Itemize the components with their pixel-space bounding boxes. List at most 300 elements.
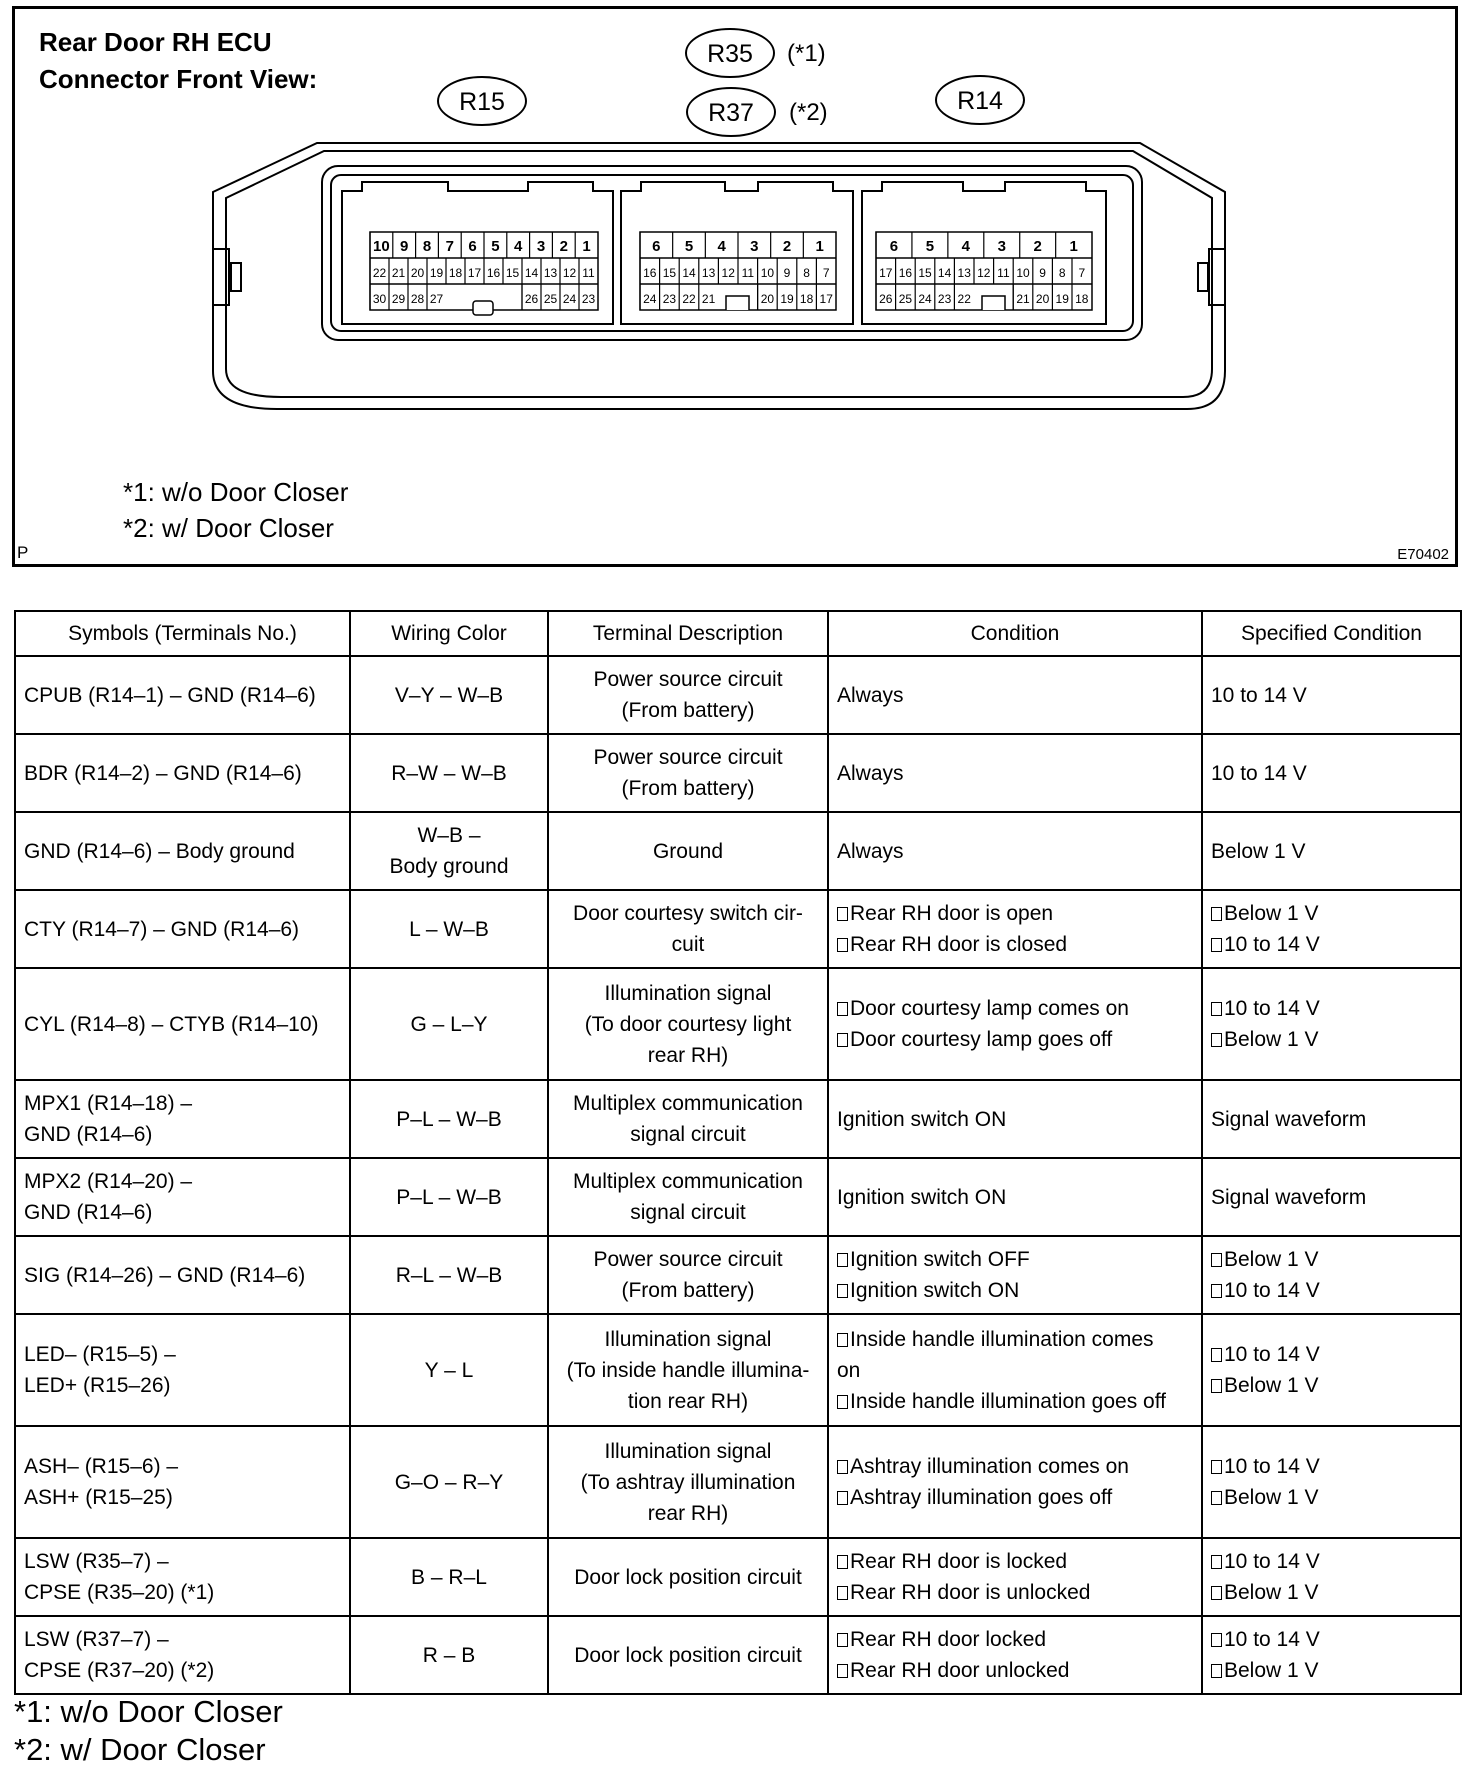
condition-cell [828, 1616, 1202, 1694]
specified-condition-cell [1202, 968, 1461, 1080]
r15-row2-terminal-15: 15 [505, 266, 520, 280]
r37-note: (*2) [789, 99, 828, 126]
r15-terminal-block [342, 182, 613, 324]
r14-row1-terminal-4: 4 [961, 238, 971, 255]
r15-row2-terminal-12: 12 [562, 266, 577, 280]
terminal-spec-table [14, 610, 1462, 1695]
checkbox-glyph [837, 938, 848, 952]
spec-text: Below 1 V [1224, 902, 1319, 925]
spec-text: 10 to 14 V [1224, 933, 1320, 956]
checkbox-glyph [1211, 938, 1222, 952]
r14-row2-terminal-14: 14 [937, 266, 952, 280]
r14-row3-terminal-22: 22 [957, 292, 971, 306]
r14-row2-terminal-10: 10 [1016, 266, 1030, 280]
r14-row3-terminal-26: 26 [879, 292, 893, 306]
terminal-description-cell [548, 1080, 828, 1158]
terminal-description-cell-text: Power source circuit (From battery) [593, 1248, 783, 1302]
checkbox-glyph [837, 1395, 848, 1409]
table-row [15, 812, 1461, 890]
checkbox-glyph [837, 1633, 848, 1647]
condition-line [837, 1482, 1193, 1513]
symbols-cell-text: SIG (R14–26) – GND (R14–6) [24, 1263, 306, 1287]
terminal-description-cell [548, 890, 828, 968]
checkbox-glyph [837, 1333, 848, 1347]
r15-polarization-key [473, 301, 493, 315]
condition-cell [828, 1236, 1202, 1314]
terminal-description-cell [548, 1158, 828, 1236]
r35-r37-row1-terminal-4: 4 [717, 238, 726, 255]
condition-text: Door courtesy lamp goes off [850, 1028, 1113, 1051]
condition-line [837, 1546, 1193, 1577]
specified-condition-cell [1202, 812, 1461, 890]
wiring-color-cell-text: B – R–L [411, 1565, 487, 1589]
wiring-color-cell [350, 1314, 548, 1426]
checkbox-glyph [1211, 1586, 1222, 1600]
condition-text: Inside handle illumination goes off [850, 1389, 1166, 1413]
condition-text: Ignition switch ON [837, 1107, 1007, 1131]
symbols-cell [15, 1314, 350, 1426]
r14-row1-terminal-1: 1 [1069, 238, 1078, 255]
footnote-1: *1: w/o Door Closer [14, 1694, 283, 1729]
table-row [15, 734, 1461, 812]
spec-line [1211, 1546, 1452, 1577]
specified-condition-cell [1202, 1080, 1461, 1158]
symbols-cell-text: LSW (R37–7) – CPSE (R37–20) (*2) [24, 1628, 215, 1682]
spec-text: 10 to 14 V [1224, 1550, 1320, 1573]
spec-text: Below 1 V [1211, 839, 1306, 863]
terminal-description-cell [548, 656, 828, 734]
wiring-color-cell [350, 812, 548, 890]
symbols-cell [15, 1236, 350, 1314]
spec-text: Below 1 V [1224, 1374, 1319, 1397]
condition-cell [828, 656, 1202, 734]
spec-line [1211, 1577, 1452, 1608]
condition-line [837, 898, 1193, 929]
terminal-description-cell [548, 1538, 828, 1616]
r35-r37-row3-terminal-17: 17 [819, 292, 833, 306]
condition-line [837, 1624, 1193, 1655]
spec-text: Signal waveform [1211, 1107, 1367, 1131]
r15-row2-terminal-11: 11 [582, 266, 595, 280]
r14-row3-terminal-20: 20 [1035, 292, 1050, 306]
r14-row3-terminal-23: 23 [937, 292, 952, 306]
symbols-cell-text: CTY (R14–7) – GND (R14–6) [24, 917, 300, 941]
r15-row1-terminal-7: 7 [445, 238, 454, 255]
condition-line [837, 836, 1193, 867]
r14-row1-terminal-3: 3 [997, 238, 1006, 255]
specified-condition-cell [1202, 1158, 1461, 1236]
r14-row3-terminal-25: 25 [898, 292, 913, 306]
spec-text: 10 to 14 V [1224, 1279, 1320, 1302]
specified-condition-cell [1202, 890, 1461, 968]
r15-row2-terminal-20: 20 [410, 266, 425, 280]
r35-r37-row3-terminal-18: 18 [799, 292, 814, 306]
r15-row1-terminal-9: 9 [400, 238, 409, 255]
r35-label: R35 [707, 40, 753, 68]
r14-row1-terminal-6: 6 [889, 238, 899, 255]
r35-r37-row1-terminal-5: 5 [684, 238, 694, 255]
checkbox-glyph [1211, 1491, 1222, 1505]
r35-r37-row3-terminal-20: 20 [760, 292, 775, 306]
wiring-color-cell-text: G – L–Y [410, 1012, 488, 1036]
checkbox-glyph [837, 1002, 848, 1016]
spec-line [1211, 1370, 1452, 1401]
wiring-color-cell [350, 1236, 548, 1314]
terminal-description-cell [548, 968, 828, 1080]
condition-line [837, 1324, 1193, 1386]
condition-line [837, 993, 1193, 1024]
condition-text: Rear RH door is closed [850, 933, 1068, 956]
wiring-color-cell-text: G–O – R–Y [394, 1470, 504, 1494]
spec-line [1211, 1024, 1452, 1055]
spec-text: Below 1 V [1224, 1248, 1319, 1271]
symbols-cell [15, 890, 350, 968]
spec-line [1211, 836, 1452, 867]
spec-line [1211, 1624, 1452, 1655]
table-row [15, 1538, 1461, 1616]
specified-condition-cell [1202, 1236, 1461, 1314]
r35-r37-row1-terminal-2: 2 [782, 238, 792, 255]
spec-text: Below 1 V [1224, 1581, 1319, 1604]
specified-condition-cell [1202, 1426, 1461, 1538]
r14-row1-terminal-2: 2 [1033, 238, 1042, 255]
condition-line [837, 1577, 1193, 1608]
spec-text: Signal waveform [1211, 1185, 1367, 1209]
r14-row3-terminal-18: 18 [1075, 292, 1089, 306]
spec-line [1211, 1104, 1452, 1135]
checkbox-glyph [837, 1586, 848, 1600]
header-specified-condition: Specified Condition [1202, 611, 1461, 656]
r35-r37-row2-terminal-15: 15 [662, 266, 677, 280]
r15-row2-terminal-22: 22 [372, 266, 387, 280]
r14-row2-terminal-9: 9 [1039, 266, 1046, 280]
r14-row3-terminal-21: 21 [1016, 292, 1030, 306]
r35-note: (*1) [787, 40, 826, 67]
symbols-cell [15, 734, 350, 812]
specified-condition-cell [1202, 1538, 1461, 1616]
wiring-color-cell [350, 1080, 548, 1158]
condition-text: Ignition switch ON [850, 1279, 1020, 1302]
wiring-color-cell [350, 968, 548, 1080]
diagram-title-line1: Rear Door RH ECU [39, 27, 272, 57]
spec-text: Below 1 V [1224, 1028, 1319, 1051]
r14-row3-terminal-19: 19 [1055, 292, 1069, 306]
terminal-description-cell-text: Power source circuit (From battery) [593, 746, 783, 800]
r15-row1-terminal-6: 6 [468, 238, 477, 255]
spec-line [1211, 1655, 1452, 1686]
checkbox-glyph [837, 907, 848, 921]
r14-row2-terminal-11: 11 [997, 266, 1010, 280]
condition-line [837, 929, 1193, 960]
symbols-cell-text: LSW (R35–7) – CPSE (R35–20) (*1) [24, 1550, 215, 1604]
r15-row3-terminal-28: 28 [410, 292, 425, 306]
r35-r37-row2-terminal-8: 8 [803, 266, 810, 280]
condition-text: Always [837, 683, 904, 707]
spec-text: 10 to 14 V [1224, 1455, 1320, 1478]
r35-r37-terminal-block [621, 182, 853, 324]
condition-text: Inside handle illumination comes on [837, 1327, 1154, 1382]
r35-r37-row2-terminal-11: 11 [741, 266, 755, 280]
symbols-cell [15, 812, 350, 890]
r14-row3-terminal-24: 24 [918, 292, 932, 306]
symbols-cell [15, 656, 350, 734]
spec-line [1211, 758, 1452, 789]
symbols-cell [15, 1538, 350, 1616]
r15-row2-terminal-21: 21 [391, 266, 406, 280]
r35-r37-row2-terminal-13: 13 [701, 266, 716, 280]
checkbox-glyph [837, 1664, 848, 1678]
r35-r37-row3-terminal-23: 23 [662, 292, 677, 306]
wiring-color-cell-text: R – B [422, 1643, 476, 1667]
connector-diagram [15, 9, 1455, 564]
terminal-description-cell [548, 1236, 828, 1314]
condition-cell [828, 1538, 1202, 1616]
specified-condition-cell [1202, 734, 1461, 812]
specified-condition-cell [1202, 1314, 1461, 1426]
symbols-cell-text: CYL (R14–8) – CTYB (R14–10) [24, 1012, 319, 1036]
r15-row2-terminal-16: 16 [486, 266, 501, 280]
r14-row2-terminal-8: 8 [1058, 266, 1066, 280]
r35-r37-row3-terminal-21: 21 [701, 292, 716, 306]
r14-label: R14 [957, 87, 1003, 115]
checkbox-glyph [1211, 1033, 1222, 1047]
symbols-cell [15, 1616, 350, 1694]
header-wiring-color: Wiring Color [350, 611, 548, 656]
r15-row2-terminal-18: 18 [448, 266, 463, 280]
wiring-color-cell [350, 1426, 548, 1538]
wiring-color-cell [350, 734, 548, 812]
symbols-cell-text: CPUB (R14–1) – GND (R14–6) [24, 683, 316, 707]
checkbox-glyph [1211, 1460, 1222, 1474]
r15-row1-terminal-10: 10 [373, 238, 390, 255]
terminal-description-cell-text: Door lock position circuit [574, 1565, 802, 1589]
condition-cell [828, 1158, 1202, 1236]
checkbox-glyph [1211, 907, 1222, 921]
symbols-cell [15, 968, 350, 1080]
terminal-description-cell-text: Multiplex communication signal circuit [573, 1092, 803, 1146]
symbols-cell [15, 1158, 350, 1236]
header-terminal-description: Terminal Description [548, 611, 828, 656]
r15-row3-terminal-25: 25 [543, 292, 558, 306]
r15-row2-terminal-19: 19 [429, 266, 444, 280]
terminal-description-cell-text: Ground [652, 839, 724, 863]
spec-text: 10 to 14 V [1211, 683, 1307, 707]
condition-cell [828, 890, 1202, 968]
r15-label: R15 [459, 88, 505, 116]
checkbox-glyph [1211, 1002, 1222, 1016]
symbols-cell-text: LED– (R15–5) – LED+ (R15–26) [24, 1343, 176, 1397]
wiring-color-cell-text: R–L – W–B [395, 1263, 503, 1287]
connector-diagram-frame [12, 6, 1458, 567]
checkbox-glyph [1211, 1379, 1222, 1393]
terminal-description-cell [548, 1314, 828, 1426]
symbols-cell-text: MPX1 (R14–18) – GND (R14–6) [24, 1092, 193, 1146]
r15-row1-terminal-4: 4 [514, 238, 523, 255]
r15-row3-terminal-27: 27 [429, 292, 444, 306]
spec-text: 10 to 14 V [1211, 761, 1307, 785]
terminal-description-cell-text: Illumination signal (To ashtray illumination rear RH) [580, 1439, 796, 1525]
r35-r37-row1-terminal-6: 6 [652, 238, 661, 255]
r35-r37-row1-terminal-1: 1 [815, 238, 824, 255]
spec-line [1211, 993, 1452, 1024]
condition-cell [828, 968, 1202, 1080]
symbols-cell [15, 1426, 350, 1538]
wiring-color-cell-text: L – W–B [409, 917, 489, 941]
symbols-cell-text: GND (R14–6) – Body ground [24, 839, 295, 863]
wiring-color-cell [350, 1158, 548, 1236]
terminal-description-cell-text: Multiplex communication signal circuit [573, 1170, 803, 1224]
condition-cell [828, 1080, 1202, 1158]
header-symbols: Symbols (Terminals No.) [15, 611, 350, 656]
condition-text: Rear RH door is locked [850, 1550, 1068, 1573]
r15-row1-terminal-8: 8 [422, 238, 432, 255]
r35-r37-row2-terminal-14: 14 [682, 266, 696, 280]
checkbox-glyph [837, 1253, 848, 1267]
spec-line [1211, 1451, 1452, 1482]
r14-row2-terminal-13: 13 [957, 266, 971, 280]
symbols-cell-text: ASH– (R15–6) – ASH+ (R15–25) [24, 1455, 179, 1509]
condition-line [837, 680, 1193, 711]
terminal-description-cell-text: Illumination signal (To door courtesy light rear RH) [584, 981, 792, 1067]
diagram-title-line2: Connector Front View: [39, 64, 318, 94]
terminal-description-cell [548, 812, 828, 890]
r35-r37-row2-terminal-7: 7 [822, 266, 830, 280]
checkbox-glyph [1211, 1348, 1222, 1362]
condition-text: Always [837, 839, 904, 863]
r15-row2-terminal-13: 13 [543, 266, 558, 280]
checkbox-glyph [837, 1460, 848, 1474]
checkbox-glyph [837, 1555, 848, 1569]
condition-line [837, 1244, 1193, 1275]
terminal-description-cell [548, 734, 828, 812]
footnote-2: *2: w/ Door Closer [14, 1732, 266, 1767]
spec-line [1211, 1182, 1452, 1213]
condition-line [837, 1275, 1193, 1306]
r14-row1-terminal-5: 5 [925, 238, 935, 255]
condition-text: Ignition switch ON [837, 1185, 1007, 1209]
terminal-description-cell-text: Illumination signal (To inside handle illumina- tion rear RH) [566, 1327, 810, 1413]
wiring-color-cell-text: R–W – W–B [391, 761, 507, 785]
wiring-color-cell [350, 1616, 548, 1694]
terminal-description-cell-text: Door lock position circuit [574, 1643, 802, 1667]
r14-row2-terminal-17: 17 [879, 266, 893, 280]
terminal-description-cell-text: Power source circuit (From battery) [593, 668, 783, 722]
spec-text: Below 1 V [1224, 1659, 1319, 1682]
symbols-cell-text: MPX2 (R14–20) – GND (R14–6) [24, 1170, 193, 1224]
spec-line [1211, 1482, 1452, 1513]
spec-line [1211, 680, 1452, 711]
checkbox-glyph [1211, 1253, 1222, 1267]
diagram-note-1: *1: w/o Door Closer [123, 477, 349, 507]
symbols-cell-text: BDR (R14–2) – GND (R14–6) [24, 761, 302, 785]
condition-line [837, 1386, 1193, 1417]
terminal-description-cell [548, 1616, 828, 1694]
terminal-description-cell-text: Door courtesy switch cir- cuit [573, 902, 803, 956]
r14-row2-terminal-12: 12 [977, 266, 991, 280]
table-header-row [15, 611, 1461, 656]
checkbox-glyph [837, 1284, 848, 1298]
condition-cell [828, 734, 1202, 812]
r35-r37-row3-terminal-24: 24 [643, 292, 657, 306]
condition-line [837, 1655, 1193, 1686]
table-row [15, 968, 1461, 1080]
condition-cell [828, 812, 1202, 890]
r35-r37-row2-terminal-12: 12 [721, 266, 735, 280]
spec-text: 10 to 14 V [1224, 1343, 1320, 1366]
spec-line [1211, 1275, 1452, 1306]
r37-label: R37 [708, 99, 754, 127]
condition-text: Rear RH door is open [850, 902, 1054, 925]
table-row [15, 1616, 1461, 1694]
r15-row3-terminal-26: 26 [524, 292, 539, 306]
symbols-cell [15, 1080, 350, 1158]
r35-r37-row2-terminal-9: 9 [783, 266, 791, 280]
r14-terminal-block [862, 182, 1106, 324]
table-row [15, 1314, 1461, 1426]
table-row [15, 1426, 1461, 1538]
checkbox-glyph [1211, 1555, 1222, 1569]
r14-row2-terminal-7: 7 [1078, 266, 1086, 280]
r14-row2-terminal-16: 16 [898, 266, 913, 280]
specified-condition-cell [1202, 1616, 1461, 1694]
condition-text: Ignition switch OFF [850, 1248, 1030, 1271]
table-row [15, 890, 1461, 968]
header-condition: Condition [828, 611, 1202, 656]
checkbox-glyph [1211, 1633, 1222, 1647]
specified-condition-cell [1202, 656, 1461, 734]
wiring-color-cell [350, 890, 548, 968]
condition-text: Always [837, 761, 904, 785]
spec-line [1211, 929, 1452, 960]
condition-text: Rear RH door unlocked [850, 1659, 1070, 1682]
wiring-color-cell [350, 1538, 548, 1616]
r35-r37-row3-terminal-19: 19 [780, 292, 794, 306]
condition-line [837, 1024, 1193, 1055]
spec-line [1211, 1244, 1452, 1275]
condition-text: Rear RH door locked [850, 1628, 1047, 1651]
r14-row2-terminal-15: 15 [918, 266, 932, 280]
spec-text: Below 1 V [1224, 1486, 1319, 1509]
table-row [15, 1158, 1461, 1236]
r15-row1-terminal-2: 2 [559, 238, 568, 255]
table-row [15, 656, 1461, 734]
spec-text: 10 to 14 V [1224, 997, 1320, 1020]
wiring-color-cell-text: V–Y – W–B [394, 683, 504, 707]
wiring-color-cell-text: P–L – W–B [396, 1107, 502, 1131]
r15-row1-terminal-3: 3 [536, 238, 546, 255]
spec-line [1211, 1339, 1452, 1370]
wiring-color-cell-text: Y – L [424, 1358, 474, 1382]
figure-id: E70402 [1397, 546, 1449, 563]
condition-line [837, 1182, 1193, 1213]
condition-line [837, 1451, 1193, 1482]
condition-text: Ashtray illumination comes on [850, 1455, 1129, 1478]
condition-text: Rear RH door is unlocked [850, 1581, 1091, 1604]
diagram-note-2: *2: w/ Door Closer [123, 513, 334, 543]
r35-r37-row3-terminal-22: 22 [682, 292, 696, 306]
r35-r37-row2-terminal-10: 10 [760, 266, 775, 280]
table-row [15, 1236, 1461, 1314]
spec-line [1211, 898, 1452, 929]
corner-code: P [17, 543, 29, 562]
checkbox-glyph [1211, 1664, 1222, 1678]
r35-r37-row1-terminal-3: 3 [750, 238, 759, 255]
condition-text: Door courtesy lamp comes on [850, 997, 1129, 1020]
wiring-color-cell [350, 656, 548, 734]
r15-row1-terminal-5: 5 [491, 238, 500, 255]
checkbox-glyph [837, 1033, 848, 1047]
r15-row3-terminal-29: 29 [391, 292, 406, 306]
